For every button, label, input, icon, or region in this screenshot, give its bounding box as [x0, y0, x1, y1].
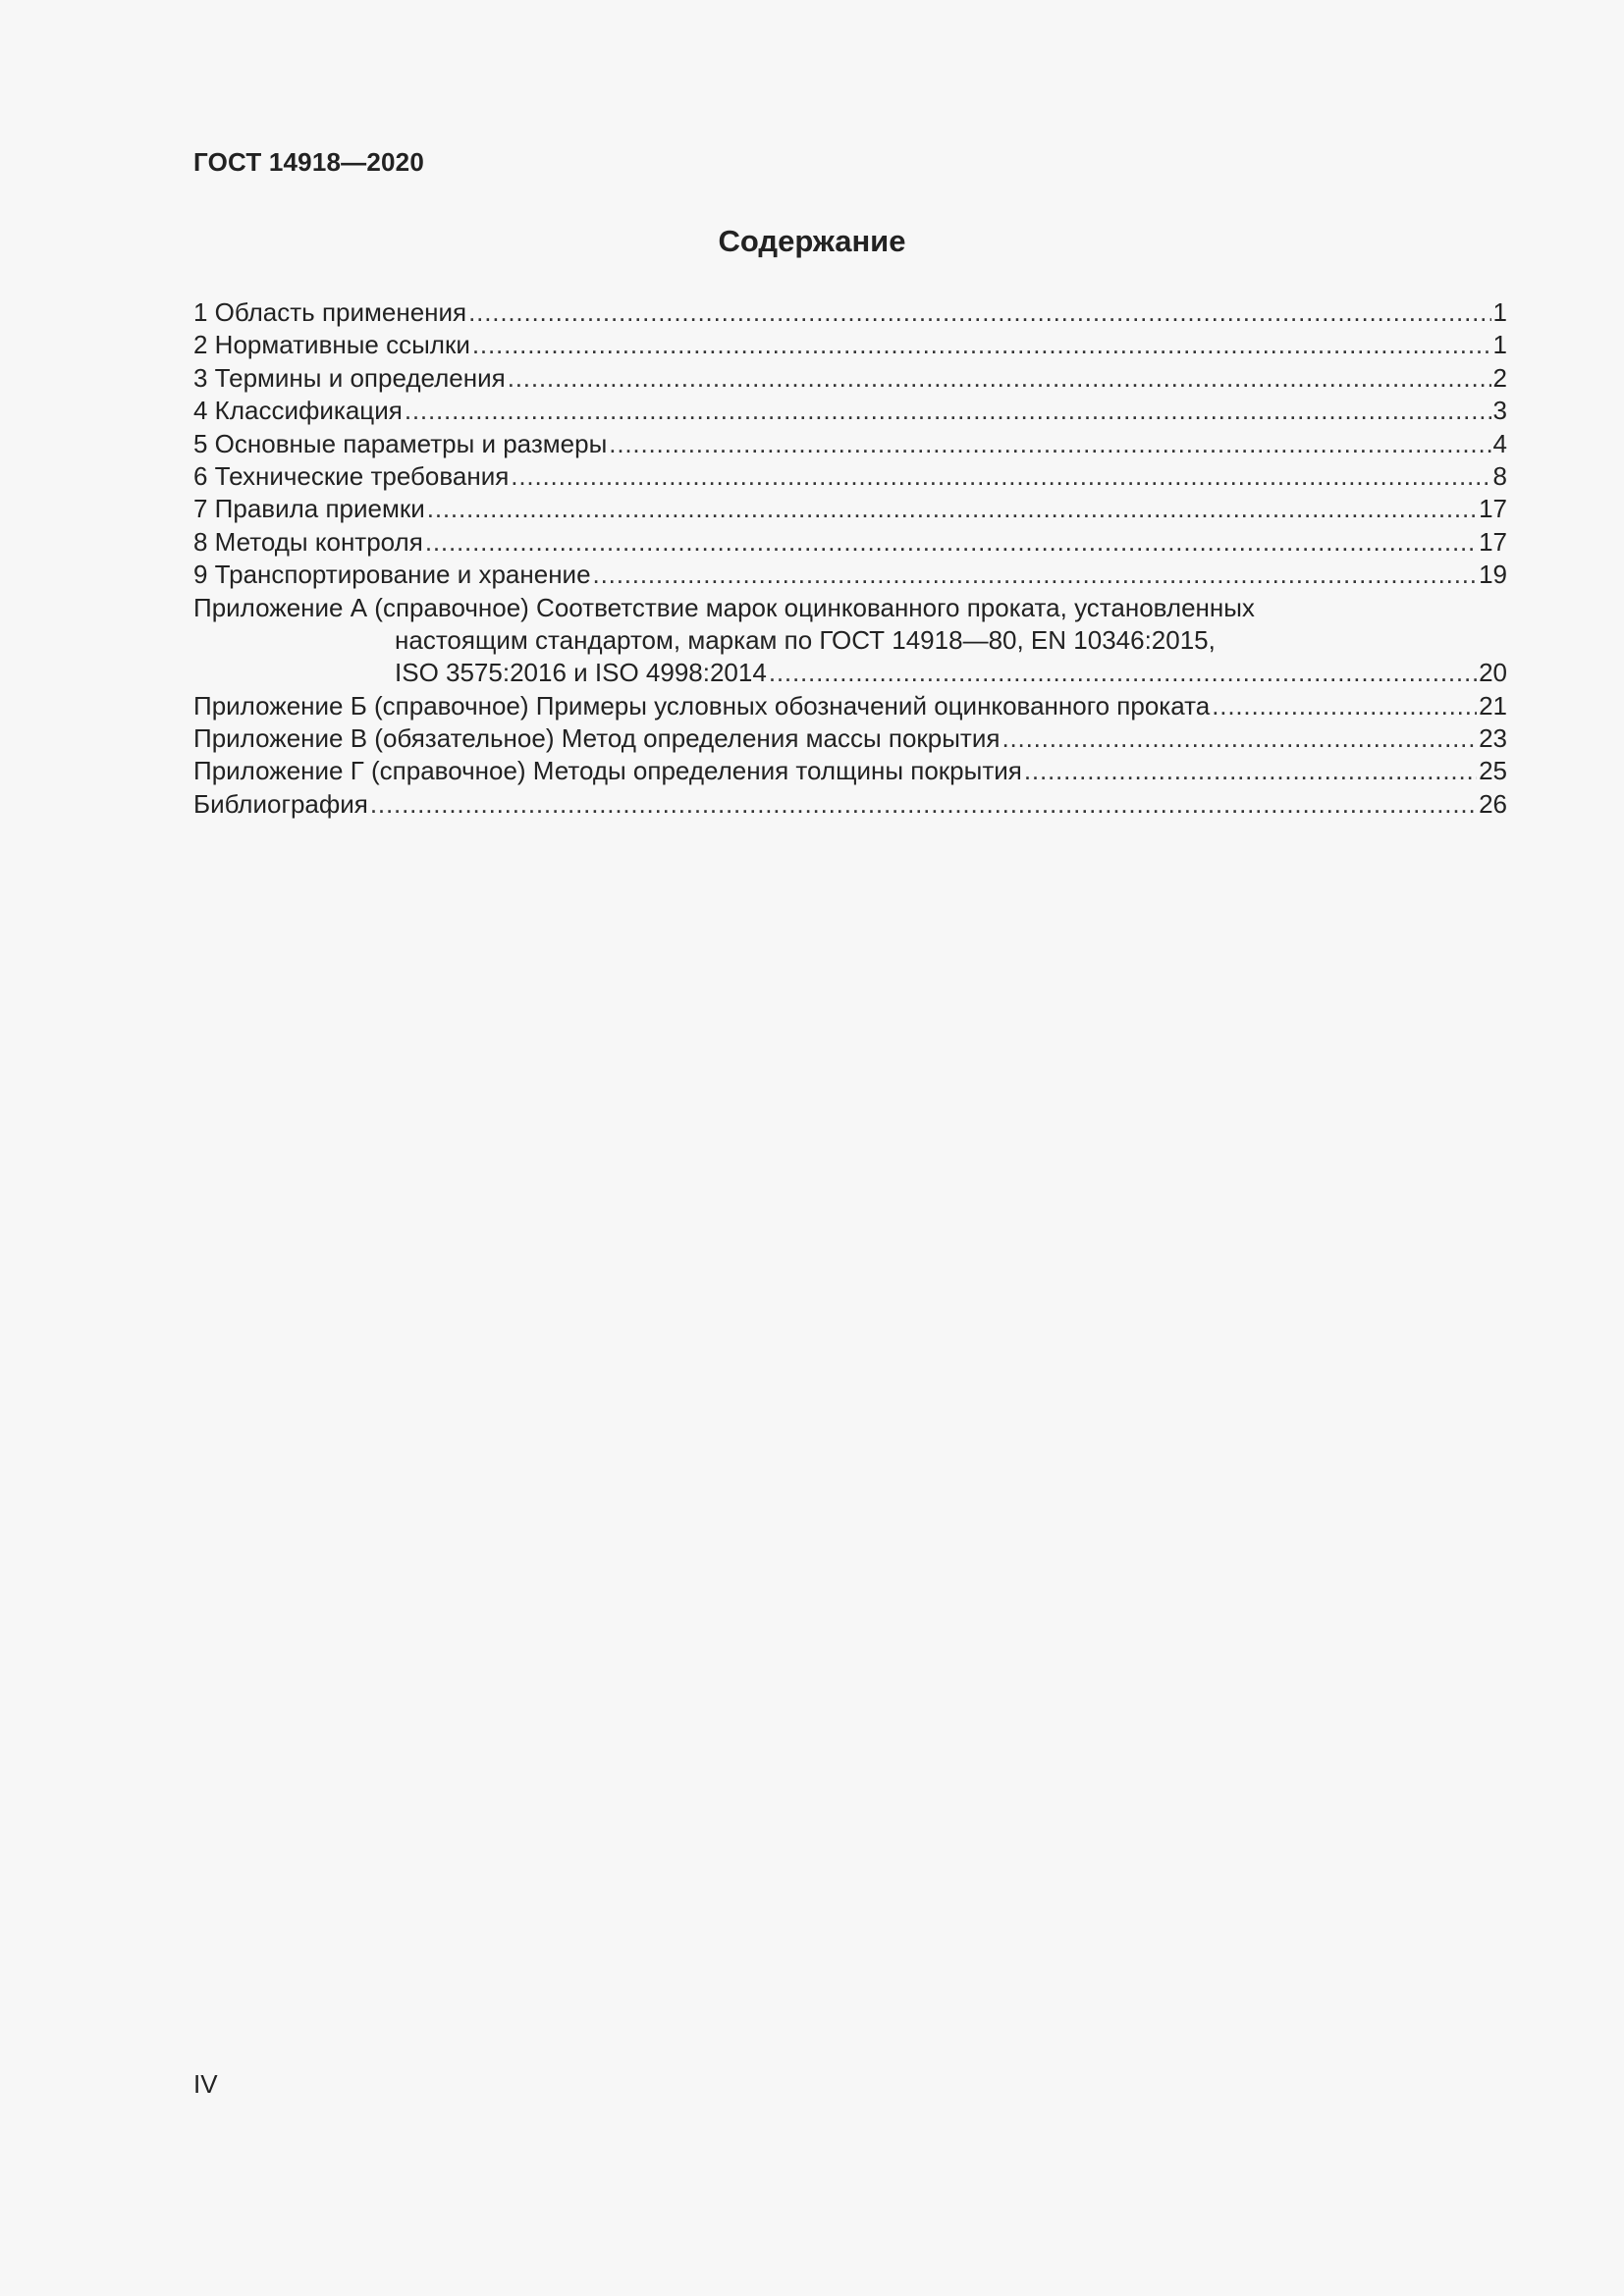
toc-entry-terms-definitions[interactable]: [193, 362, 1507, 395]
toc-entry-page: 1: [1492, 297, 1507, 327]
toc-entry-page: 19: [1479, 560, 1507, 590]
toc-entry-text: Приложение Г (справочное) Методы определения толщины покрытия: [193, 756, 1022, 786]
toc-entry-text: 4 Классификация: [193, 396, 403, 426]
toc-entry-page: 2: [1492, 362, 1507, 393]
toc-entry-control-methods[interactable]: [193, 526, 1507, 559]
toc-dot-leader: [425, 526, 1477, 559]
toc-entry-text: 7 Правила приемки: [193, 494, 425, 524]
toc-entry-page: 25: [1479, 756, 1507, 786]
toc-entry-appendix-b[interactable]: [193, 690, 1507, 722]
toc-entry-page: 21: [1479, 690, 1507, 721]
toc-dot-leader: [1001, 722, 1477, 755]
toc-entry-page: 8: [1492, 460, 1507, 491]
toc-dot-leader: [511, 460, 1490, 493]
toc-entry-appendix-a[interactable]: [193, 592, 1507, 690]
toc-entry-text: 6 Технические требования: [193, 460, 510, 491]
toc-dot-leader: [427, 493, 1477, 525]
toc-entry-page: 23: [1479, 723, 1507, 754]
page-number: IV: [193, 2069, 218, 2099]
toc-dot-leader: [1024, 755, 1477, 787]
toc-entry-text: 5 Основные параметры и размеры: [193, 428, 608, 458]
toc-entry-page: 20: [1479, 658, 1507, 688]
toc-entry-scope[interactable]: [193, 296, 1507, 329]
toc-entry-main-parameters[interactable]: [193, 428, 1507, 460]
toc-entry-page: 4: [1492, 428, 1507, 458]
toc-dot-leader: [468, 296, 1490, 329]
toc-entry-acceptance-rules[interactable]: [193, 493, 1507, 525]
toc-entry-appendix-g[interactable]: [193, 755, 1507, 787]
toc-entry-text: 1 Область применения: [193, 297, 467, 327]
toc-dot-leader: [508, 362, 1491, 395]
toc-entry-text: 3 Термины и определения: [193, 362, 506, 393]
toc-entry-classification[interactable]: [193, 395, 1507, 427]
toc-dot-leader: [472, 329, 1491, 361]
toc-dot-leader: [593, 559, 1478, 591]
toc-dot-leader: [609, 428, 1490, 460]
toc-entry-appendix-v[interactable]: [193, 722, 1507, 755]
toc-entry-text: 8 Методы контроля: [193, 526, 423, 557]
toc-entry-bibliography[interactable]: [193, 788, 1507, 821]
toc-entry-text-line: настоящим стандартом, маркам по ГОСТ 14918—80, EN 10346:2015,: [395, 624, 1216, 655]
toc-entry-page: 17: [1479, 526, 1507, 557]
toc-entry-text: Библиография: [193, 788, 368, 819]
toc-entry-normative-references[interactable]: [193, 329, 1507, 361]
toc-title: Содержание: [718, 224, 906, 258]
toc-dot-leader: [769, 657, 1477, 689]
toc-dot-leader: [405, 395, 1491, 427]
toc-entry-transport-storage[interactable]: [193, 559, 1507, 591]
toc-entry-page: 26: [1479, 788, 1507, 819]
toc-dot-leader: [370, 788, 1477, 821]
toc-entry-text: Приложение Б (справочное) Примеры условных обозначений оцинкованного проката: [193, 690, 1211, 721]
toc-entry-text: ISO 3575:2016 и ISO 4998:2014: [395, 658, 767, 688]
table-of-contents: [193, 296, 1507, 821]
toc-dot-leader: [1212, 690, 1477, 722]
toc-entry-page: 1: [1492, 330, 1507, 360]
standard-designation: ГОСТ 14918—2020: [193, 147, 424, 177]
toc-entry-text: 2 Нормативные ссылки: [193, 330, 470, 360]
toc-entry-page: 17: [1479, 494, 1507, 524]
toc-entry-text-line: Приложение А (справочное) Соответствие марок оцинкованного проката, установленных: [193, 592, 1255, 622]
toc-entry-technical-requirements[interactable]: [193, 460, 1507, 493]
toc-entry-last-line: [193, 657, 1507, 689]
toc-entry-text: Приложение В (обязательное) Метод определения массы покрытия: [193, 723, 1001, 754]
toc-entry-page: 3: [1492, 396, 1507, 426]
toc-entry-text: 9 Транспортирование и хранение: [193, 560, 591, 590]
